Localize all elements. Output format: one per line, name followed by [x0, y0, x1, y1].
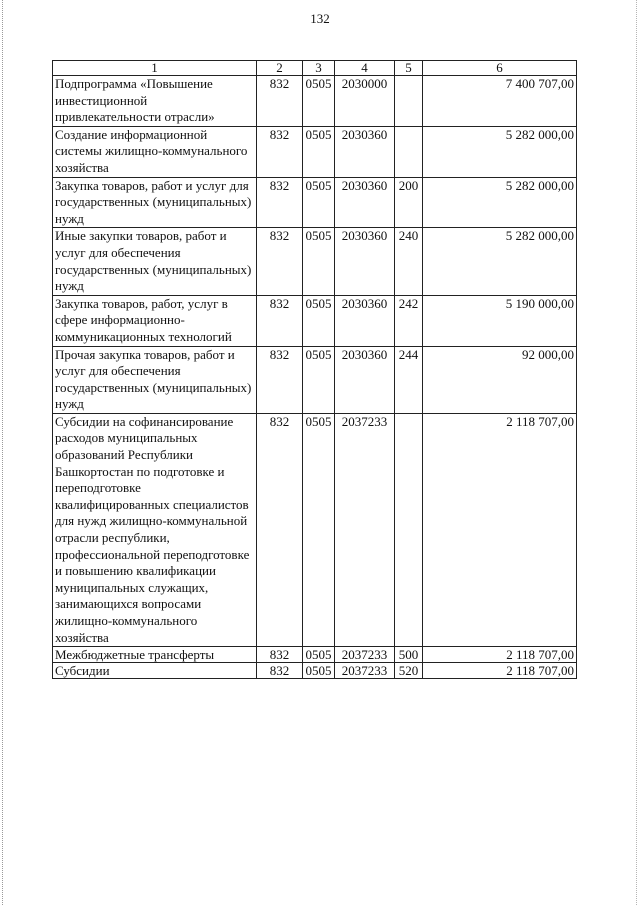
row-col2: 832 [257, 76, 303, 127]
column-header-5: 5 [395, 61, 423, 76]
table-row [53, 413, 577, 646]
row-col2: 832 [257, 413, 303, 646]
row-name: Подпрограмма «Повышение инвестиционной привлекательности отрасли» [53, 76, 257, 127]
row-col5: 520 [395, 663, 423, 679]
row-col5: 500 [395, 647, 423, 663]
row-col2: 832 [257, 177, 303, 228]
row-col3: 0505 [303, 228, 335, 295]
row-col4: 2037233 [335, 663, 395, 679]
row-amount: 2 118 707,00 [423, 663, 577, 679]
table-row [53, 228, 577, 295]
row-col5 [395, 126, 423, 177]
table-row [53, 663, 577, 679]
row-col2: 832 [257, 228, 303, 295]
row-col5: 200 [395, 177, 423, 228]
row-col4: 2030360 [335, 126, 395, 177]
table-row [53, 295, 577, 346]
row-col4: 2030360 [335, 228, 395, 295]
row-col4: 2037233 [335, 647, 395, 663]
row-col3: 0505 [303, 663, 335, 679]
row-name: Прочая закупка товаров, работ и услуг для обеспечения государственных (муниципальных) нужд [53, 346, 257, 413]
column-header-4: 4 [335, 61, 395, 76]
row-col2: 832 [257, 647, 303, 663]
scan-left-edge [2, 0, 3, 905]
table-row [53, 76, 577, 127]
row-col5: 244 [395, 346, 423, 413]
row-name: Иные закупки товаров, работ и услуг для обеспечения государственных (муниципальных) нужд [53, 228, 257, 295]
column-header-2: 2 [257, 61, 303, 76]
row-col4: 2037233 [335, 413, 395, 646]
row-col3: 0505 [303, 295, 335, 346]
row-col3: 0505 [303, 346, 335, 413]
row-amount: 5 282 000,00 [423, 126, 577, 177]
table-row [53, 346, 577, 413]
row-amount: 2 118 707,00 [423, 647, 577, 663]
row-col2: 832 [257, 295, 303, 346]
row-name: Межбюджетные трансферты [53, 647, 257, 663]
column-header-1: 1 [53, 61, 257, 76]
budget-table [52, 60, 577, 679]
row-col3: 0505 [303, 76, 335, 127]
row-col2: 832 [257, 126, 303, 177]
row-name: Создание информационной системы жилищно-коммунального хозяйства [53, 126, 257, 177]
row-col4: 2030360 [335, 177, 395, 228]
row-amount: 2 118 707,00 [423, 413, 577, 646]
column-header-6: 6 [423, 61, 577, 76]
row-col3: 0505 [303, 647, 335, 663]
row-col3: 0505 [303, 126, 335, 177]
table-row [53, 647, 577, 663]
page-number: 132 [310, 11, 330, 26]
row-amount: 5 282 000,00 [423, 177, 577, 228]
row-amount: 92 000,00 [423, 346, 577, 413]
row-col3: 0505 [303, 177, 335, 228]
row-col2: 832 [257, 346, 303, 413]
row-name: Закупка товаров, работ, услуг в сфере информационно-коммуникационных технологий [53, 295, 257, 346]
row-amount: 5 190 000,00 [423, 295, 577, 346]
row-col4: 2030000 [335, 76, 395, 127]
row-col4: 2030360 [335, 346, 395, 413]
row-col5: 240 [395, 228, 423, 295]
row-amount: 7 400 707,00 [423, 76, 577, 127]
row-name: Закупка товаров, работ и услуг для государственных (муниципальных) нужд [53, 177, 257, 228]
row-col5: 242 [395, 295, 423, 346]
header-row [53, 61, 577, 76]
column-header-3: 3 [303, 61, 335, 76]
row-col4: 2030360 [335, 295, 395, 346]
row-col2: 832 [257, 663, 303, 679]
row-col5 [395, 413, 423, 646]
row-name: Субсидии на софинансирование расходов муниципальных образований Республики Башкортостан по подготовке и переподготовке квалифицированных специалистов для нужд жилищно-коммунальной отрасли республики, профессиональной переподготовке и повышению квалификации муниципальных служащих, занимающихся вопросами жилищно-коммунального хозяйства [53, 413, 257, 646]
row-col5 [395, 76, 423, 127]
row-name: Субсидии [53, 663, 257, 679]
row-col3: 0505 [303, 413, 335, 646]
scan-right-edge [636, 0, 637, 905]
table-row [53, 177, 577, 228]
table-row [53, 126, 577, 177]
row-amount: 5 282 000,00 [423, 228, 577, 295]
